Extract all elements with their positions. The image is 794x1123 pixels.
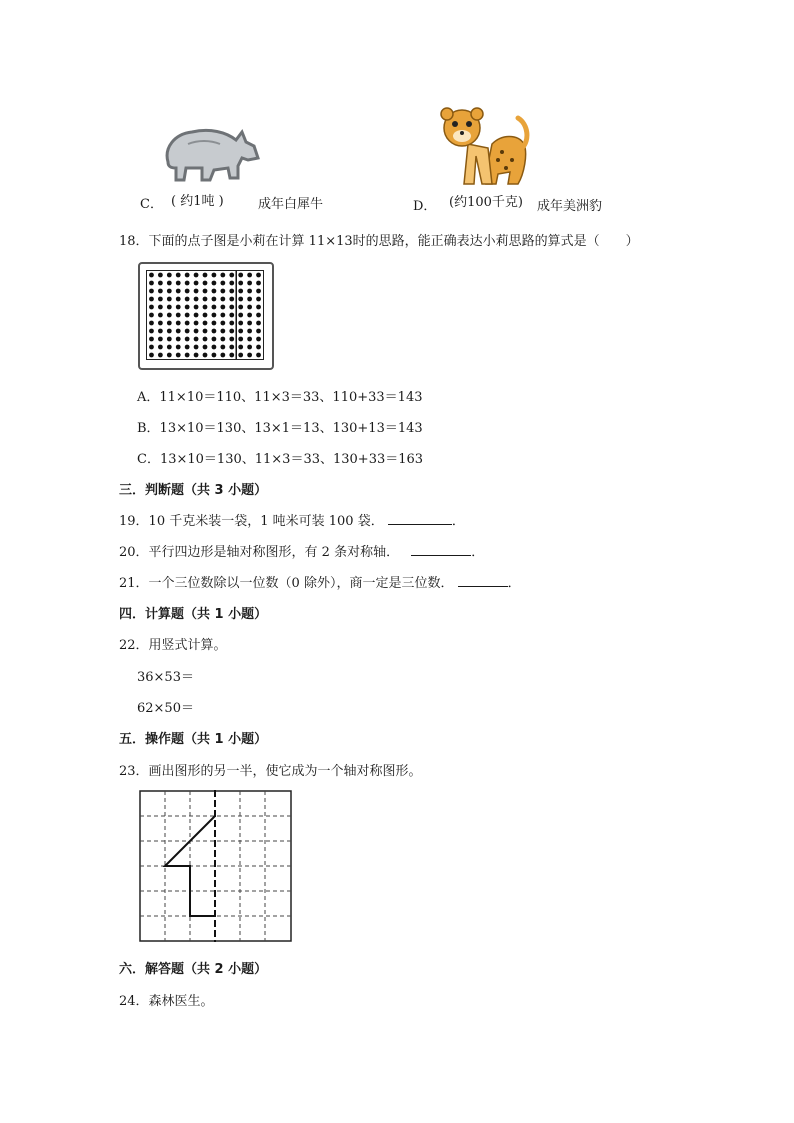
dot: [220, 321, 225, 326]
dot: [167, 289, 172, 294]
dot: [220, 281, 225, 286]
dot: [256, 289, 261, 294]
dot: [194, 305, 199, 310]
dot: [220, 345, 225, 350]
dot: [194, 297, 199, 302]
dot: [194, 353, 199, 358]
q21-stem: 21．一个三位数除以一位数（0 除外），商一定是三位数．: [119, 576, 454, 591]
dot: [247, 297, 252, 302]
dot: [203, 297, 208, 302]
q17-option-d-label: 成年美洲豹: [537, 199, 603, 214]
dot-grid-svg: [147, 271, 263, 359]
dot: [149, 305, 154, 310]
dot: [167, 337, 172, 342]
q20-text: [119, 541, 484, 560]
dot: [185, 281, 190, 286]
q18-stem: 18．下面的点子图是小莉在计算 11×13时的思路，能正确表达小莉思路的算式是（ ）: [119, 234, 639, 249]
dot: [212, 337, 217, 342]
dot: [149, 289, 154, 294]
dot: [185, 353, 190, 358]
dot: [220, 353, 225, 358]
dot: [149, 345, 154, 350]
dot: [229, 329, 234, 334]
dot: [149, 321, 154, 326]
dot: [220, 289, 225, 294]
dot: [203, 273, 208, 278]
dot: [158, 337, 163, 342]
dot: [176, 353, 181, 358]
dot: [158, 329, 163, 334]
dot: [247, 273, 252, 278]
q20-stem: 20．平行四边形是轴对称图形，有 2 条对称轴．: [119, 545, 400, 560]
dot: [194, 329, 199, 334]
dot: [176, 345, 181, 350]
dot: [212, 297, 217, 302]
dot: [256, 313, 261, 318]
dot: [185, 321, 190, 326]
dot: [229, 313, 234, 318]
dot: [158, 281, 163, 286]
dot: [229, 289, 234, 294]
q24-stem: 24．森林医生。: [119, 994, 214, 1009]
q20-end: ．: [471, 545, 485, 560]
dot: [185, 289, 190, 294]
dot: [158, 345, 163, 350]
dot: [256, 345, 261, 350]
dot: [176, 297, 181, 302]
q17-option-c-paren: ( 约1吨 ): [171, 194, 224, 209]
dot: [229, 273, 234, 278]
dot: [247, 337, 252, 342]
dot: [185, 329, 190, 334]
dot: [247, 281, 252, 286]
dot: [194, 273, 199, 278]
dot: [229, 353, 234, 358]
dot: [238, 337, 243, 342]
dot: [149, 297, 154, 302]
dot: [256, 321, 261, 326]
dot: [212, 289, 217, 294]
q17-option-c-label: 成年白犀牛: [258, 197, 324, 212]
symmetry-grid-figure: [139, 790, 293, 946]
dot: [247, 345, 252, 350]
dot: [167, 305, 172, 310]
dot: [212, 321, 217, 326]
dot: [176, 337, 181, 342]
dot: [238, 273, 243, 278]
jaguar-image: [432, 104, 536, 188]
dot: [256, 337, 261, 342]
q21-text: [119, 572, 521, 591]
dot: [176, 305, 181, 310]
dot: [203, 345, 208, 350]
dot: [158, 297, 163, 302]
dot: [238, 289, 243, 294]
dot: [247, 329, 252, 334]
q21-end: ．: [507, 576, 521, 591]
dot: [194, 337, 199, 342]
dot: [203, 313, 208, 318]
dot: [167, 273, 172, 278]
section-6-title: 六．解答题（共 2 小题）: [119, 962, 268, 977]
dot: [212, 313, 217, 318]
dot: [212, 305, 217, 310]
dot: [176, 329, 181, 334]
dot: [220, 305, 225, 310]
dot: [229, 321, 234, 326]
dot: [247, 313, 252, 318]
dot: [149, 281, 154, 286]
q22-item-2: 62×50＝: [137, 701, 194, 716]
dot: [158, 321, 163, 326]
dot: [158, 353, 163, 358]
dot: [256, 273, 261, 278]
q18-option-b: B．13×10＝130、13×1＝13、130+13＝143: [137, 421, 423, 436]
dot: [185, 313, 190, 318]
dot: [194, 281, 199, 286]
q17-option-d-letter: D．: [413, 199, 437, 214]
dot: [212, 273, 217, 278]
q20-answer-blank[interactable]: [411, 543, 471, 556]
q19-answer-blank[interactable]: [388, 512, 452, 525]
dot: [220, 297, 225, 302]
dot: [229, 297, 234, 302]
dot: [229, 337, 234, 342]
dot: [203, 321, 208, 326]
q18-option-a: A．11×10＝110、11×3＝33、110+33＝143: [137, 390, 423, 405]
q17-option-c-letter: C．: [140, 197, 163, 212]
section-5-title: 五．操作题（共 1 小题）: [119, 732, 268, 747]
dot: [247, 289, 252, 294]
section-4-title: 四．计算题（共 1 小题）: [119, 607, 268, 622]
dot: [203, 281, 208, 286]
dot: [229, 305, 234, 310]
dot: [158, 289, 163, 294]
dot: [185, 297, 190, 302]
dot: [220, 273, 225, 278]
dot: [203, 353, 208, 358]
dot: [256, 297, 261, 302]
dot: [238, 305, 243, 310]
dot: [167, 313, 172, 318]
dot: [176, 273, 181, 278]
dot: [167, 345, 172, 350]
dot: [167, 353, 172, 358]
dot: [194, 345, 199, 350]
dot: [185, 345, 190, 350]
dot: [185, 305, 190, 310]
dot: [149, 273, 154, 278]
dot: [158, 305, 163, 310]
dot: [238, 313, 243, 318]
section-3-title: 三．判断题（共 3 小题）: [119, 483, 268, 498]
q19-text: [119, 510, 465, 529]
q19-end: ．: [451, 514, 465, 529]
q22-stem: 22．用竖式计算。: [119, 638, 227, 653]
dot: [167, 321, 172, 326]
rhino-image: [158, 124, 262, 184]
q22-item-1: 36×53＝: [137, 670, 194, 685]
dot: [238, 329, 243, 334]
dot: [149, 353, 154, 358]
dot: [212, 345, 217, 350]
dot: [247, 305, 252, 310]
dot: [158, 273, 163, 278]
dot: [238, 353, 243, 358]
dot: [247, 353, 252, 358]
q21-answer-blank[interactable]: [458, 574, 508, 587]
dot: [149, 329, 154, 334]
dot: [176, 289, 181, 294]
dot: [220, 313, 225, 318]
dot: [167, 297, 172, 302]
dot: [203, 337, 208, 342]
dot: [256, 353, 261, 358]
dot: [229, 345, 234, 350]
dot: [176, 321, 181, 326]
dot: [158, 313, 163, 318]
dot: [194, 289, 199, 294]
dot: [212, 329, 217, 334]
dot: [256, 329, 261, 334]
dot: [203, 289, 208, 294]
dot: [256, 305, 261, 310]
dot: [212, 281, 217, 286]
dot: [149, 313, 154, 318]
dot: [176, 313, 181, 318]
dot: [238, 321, 243, 326]
dot: [238, 345, 243, 350]
dot: [238, 297, 243, 302]
dot-grid-figure: [138, 262, 274, 370]
dot: [167, 329, 172, 334]
dot: [256, 281, 261, 286]
q18-option-c: C．13×10＝130、11×3＝33、130+33＝163: [137, 452, 424, 467]
dot: [194, 313, 199, 318]
dot: [149, 337, 154, 342]
dot: [176, 281, 181, 286]
dot: [229, 281, 234, 286]
dot: [212, 353, 217, 358]
q19-stem: 19．10 千克米装一袋，1 吨米可装 100 袋．: [119, 514, 384, 529]
dot: [194, 321, 199, 326]
dot: [185, 337, 190, 342]
q23-stem: 23．画出图形的另一半，使它成为一个轴对称图形。: [119, 764, 422, 779]
dot: [220, 329, 225, 334]
dot: [238, 281, 243, 286]
dot: [203, 305, 208, 310]
dot: [185, 273, 190, 278]
dot: [203, 329, 208, 334]
q17-option-d-paren: (约100千克): [449, 195, 523, 210]
dot: [167, 281, 172, 286]
dot: [220, 337, 225, 342]
dot: [247, 321, 252, 326]
